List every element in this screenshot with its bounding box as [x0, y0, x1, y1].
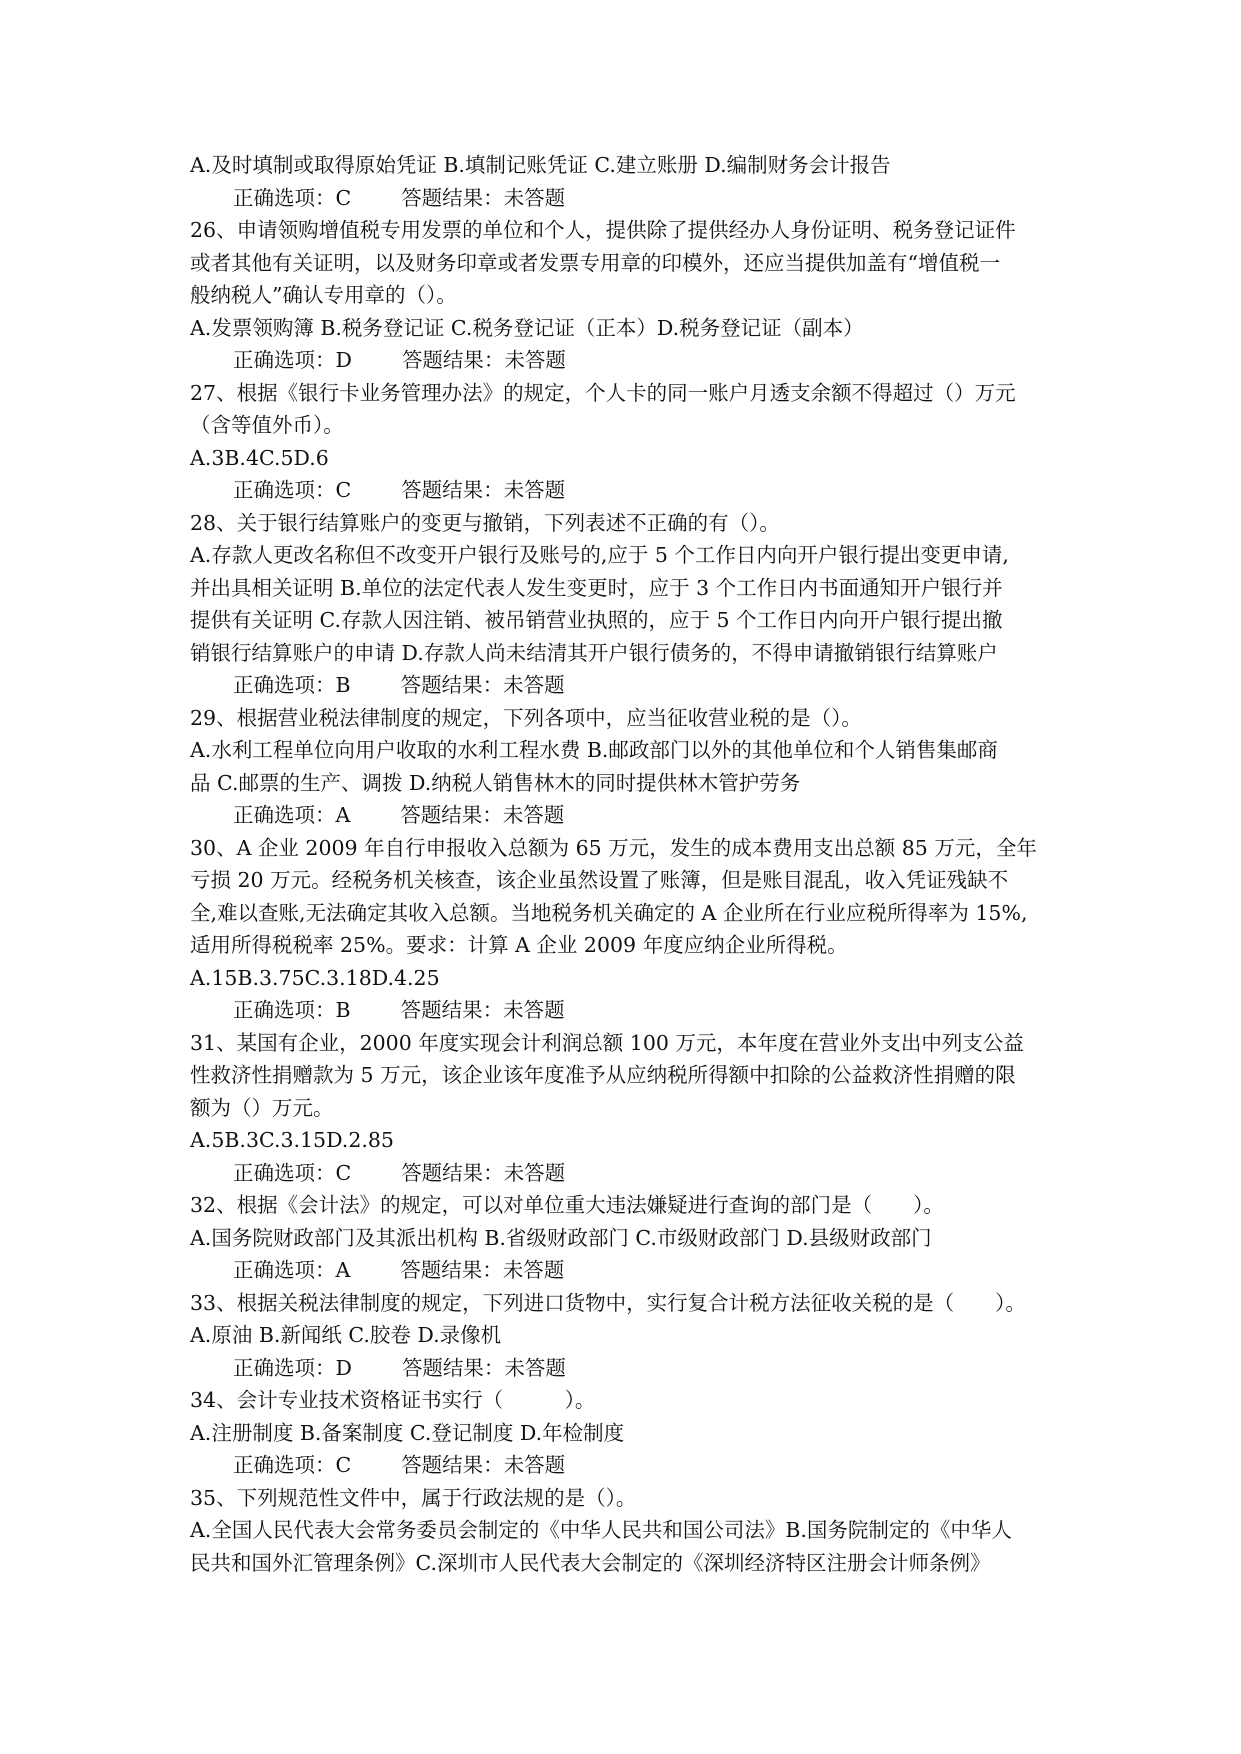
result-value: 未答题	[503, 1160, 566, 1185]
question-text: 29、根据营业税法律制度的规定，下列各项中，应当征收营业税的是（）。	[190, 705, 862, 730]
result-label: 答题结果：	[400, 803, 503, 827]
correct-label: 正确选项：	[233, 998, 336, 1022]
answer-line	[190, 474, 1058, 507]
result-label: 答题结果：	[401, 1453, 504, 1477]
question-text: 32、根据《会计法》的规定，可以对单位重大违法嫌疑进行查询的部门是（ ）。	[190, 1193, 944, 1217]
option-text: A.注册制度 B.备案制度 C.登记制度 D.年检制度	[190, 1420, 625, 1445]
correct-option: D	[335, 1355, 352, 1380]
question-text: 性救济性捐赠款为 5 万元，该企业该年度准予从应纳税所得额中扣除的公益救济性捐赠的限	[190, 1063, 1016, 1087]
result-value: 未答题	[502, 803, 565, 827]
question-text: 26、申请领购增值税专用发票的单位和个人，提供除了提供经办人身份证明、税务登记证件	[190, 218, 1016, 242]
correct-option: B	[335, 998, 351, 1022]
correct-option: C	[335, 1453, 352, 1477]
correct-label: 正确选项：	[233, 1160, 336, 1185]
correct-label: 正确选项：	[233, 1355, 336, 1380]
question-text: 或者其他有关证明，以及财务印章或者发票专用章的印模外，还应当提供加盖有“增值税一	[190, 250, 1000, 275]
result-label: 答题结果：	[401, 185, 504, 210]
option-text: A.原油 B.新闻纸 C.胶卷 D.录像机	[190, 1323, 502, 1347]
question-text: 34、会计专业技术资格证书实行（ ）。	[190, 1388, 596, 1412]
question-list	[190, 149, 1058, 1579]
correct-label: 正确选项：	[233, 185, 336, 210]
result-value: 未答题	[503, 185, 566, 210]
answer-line	[190, 1157, 1058, 1190]
answer-line	[190, 344, 1058, 377]
result-label: 答题结果：	[401, 348, 505, 372]
option-text: A.5B.3C.3.15D.2.85	[190, 1128, 394, 1152]
correct-option: D	[335, 348, 352, 372]
question-text: 27、根据《银行卡业务管理办法》的规定，个人卡的同一账户月透支余额不得超过（）万元	[190, 380, 1016, 405]
answer-line	[190, 799, 1058, 832]
question-text: 额为（）万元。	[190, 1095, 334, 1120]
correct-option: A	[335, 1258, 351, 1282]
question-text: 亏损 20 万元。经税务机关核查，该企业虽然设置了账簿，但是账目混乱，收入凭证残缺不	[190, 868, 1009, 892]
result-value: 未答题	[503, 1453, 566, 1477]
option-text: 销银行结算账户的申请 D.存款人尚未结清其开户银行债务的，不得申请撤销银行结算账户	[190, 640, 998, 665]
result-value: 未答题	[502, 1258, 565, 1282]
result-value: 未答题	[504, 348, 566, 372]
question-text: 35、下列规范性文件中，属于行政法规的是（）。	[190, 1485, 637, 1510]
correct-label: 正确选项：	[233, 348, 336, 372]
option-text: A.3B.4C.5D.6	[190, 445, 329, 470]
result-label: 答题结果：	[400, 998, 504, 1022]
result-value: 未答题	[503, 673, 565, 697]
option-text: A.全国人民代表大会常务委员会制定的《中华人民共和国公司法》B.国务院制定的《中华人	[190, 1518, 1012, 1542]
result-value: 未答题	[504, 1355, 566, 1380]
answer-line	[190, 1449, 1058, 1482]
correct-label: 正确选项：	[233, 1258, 336, 1282]
option-text: A.发票领购簿 B.税务登记证 C.税务登记证（正本）D.税务登记证（副本）	[190, 315, 864, 340]
option-text: A.及时填制或取得原始凭证 B.填制记账凭证 C.建立账册 D.编制财务会计报告	[190, 153, 891, 177]
question-text: 般纳税人”确认专用章的（）。	[190, 283, 457, 307]
correct-option: C	[335, 478, 352, 502]
answer-line	[190, 669, 1058, 702]
result-label: 答题结果：	[401, 478, 504, 502]
option-text: A.水利工程单位向用户收取的水利工程水费 B.邮政部门以外的其他单位和个人销售集邮商	[190, 738, 998, 762]
answer-line	[190, 182, 1058, 215]
correct-option: A	[335, 803, 351, 827]
answer-line	[190, 1352, 1058, 1385]
question-text: 28、关于银行结算账户的变更与撤销，下列表述不正确的有（）。	[190, 510, 780, 535]
result-label: 答题结果：	[400, 673, 504, 697]
question-text: 适用所得税税率 25%。要求：计算 A 企业 2009 年度应纳企业所得税。	[190, 933, 848, 957]
correct-label: 正确选项：	[233, 1453, 336, 1477]
question-text: （含等值外币）。	[190, 413, 344, 437]
result-label: 答题结果：	[401, 1160, 504, 1185]
option-text: 民共和国外汇管理条例》C.深圳市人民代表大会制定的《深圳经济特区注册会计师条例》	[190, 1550, 991, 1575]
correct-label: 正确选项：	[233, 673, 336, 697]
question-text: 31、某国有企业，2000 年度实现会计利润总额 100 万元，本年度在营业外支出中列支公益	[190, 1030, 1024, 1055]
option-text: A.国务院财政部门及其派出机构 B.省级财政部门 C.市级财政部门 D.县级财政部门	[190, 1225, 932, 1250]
option-text: 并出具相关证明 B.单位的法定代表人发生变更时，应于 3 个工作日内书面通知开户银行并	[190, 575, 1003, 600]
correct-option: B	[335, 673, 351, 697]
result-value: 未答题	[503, 998, 565, 1022]
question-text: 全,难以查账,无法确定其收入总额。当地税务机关确定的 A 企业所在行业应税所得率为 15%,	[190, 900, 1028, 925]
result-label: 答题结果：	[400, 1258, 503, 1282]
question-text: 33、根据关税法律制度的规定，下列进口货物中，实行复合计税方法征收关税的是（ ）。	[190, 1290, 1026, 1315]
answer-line	[190, 1254, 1058, 1287]
option-text: A.15B.3.75C.3.18D.4.25	[190, 965, 440, 990]
correct-option: C	[335, 1160, 352, 1185]
answer-line	[190, 994, 1058, 1027]
correct-label: 正确选项：	[233, 478, 336, 502]
option-text: A.存款人更改名称但不改变开户银行及账号的,应于 5 个工作日内向开户银行提出变更申请,	[190, 543, 1009, 567]
result-value: 未答题	[503, 478, 566, 502]
correct-label: 正确选项：	[233, 803, 336, 827]
option-text: 提供有关证明 C.存款人因注销、被吊销营业执照的，应于 5 个工作日内向开户银行提出撤	[190, 608, 1003, 632]
correct-option: C	[335, 185, 352, 210]
question-text: 30、A 企业 2009 年自行申报收入总额为 65 万元，发生的成本费用支出总额 85 万元，全年	[190, 835, 1037, 860]
result-label: 答题结果：	[401, 1355, 505, 1380]
option-text: 品 C.邮票的生产、调拨 D.纳税人销售林木的同时提供林木管护劳务	[190, 770, 801, 795]
